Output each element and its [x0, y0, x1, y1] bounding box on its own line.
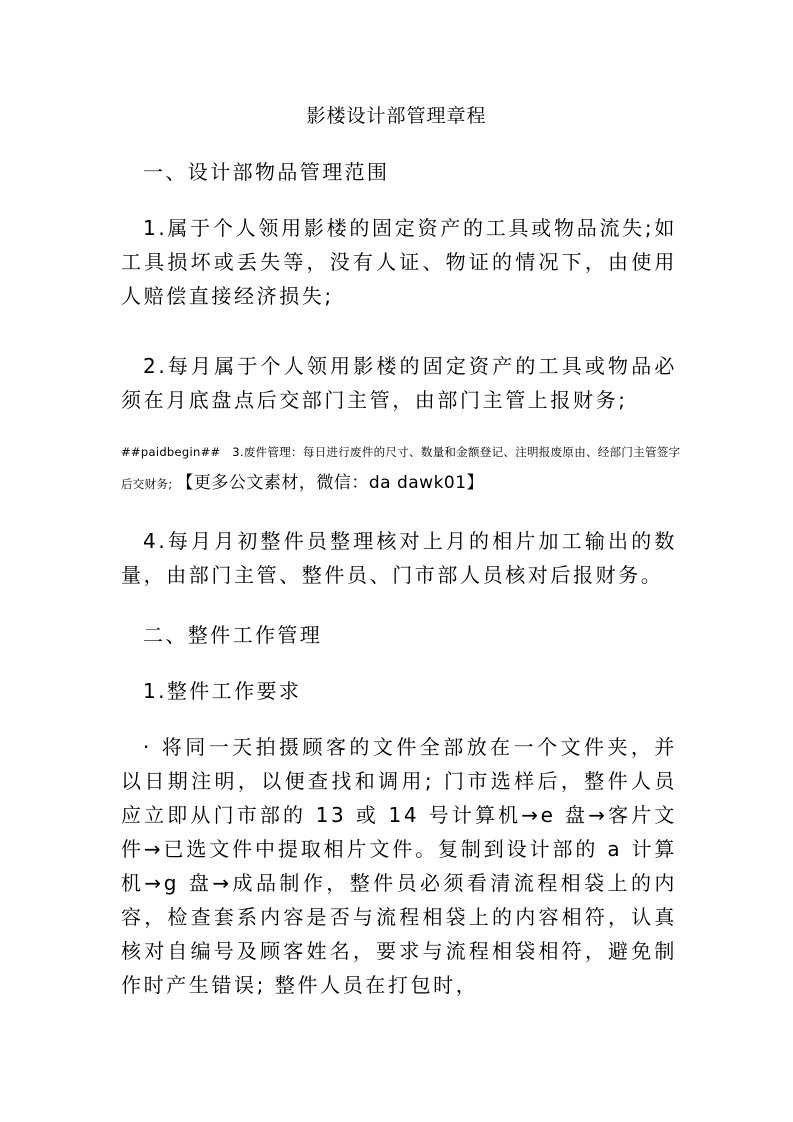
document-title: 影楼设计部管理章程	[306, 105, 487, 127]
item-2-paragraph: 2.每月属于个人领用影楼的固定资产的工具或物品必须在月底盘点后交部门主管，由部门主管上报财务;	[121, 354, 677, 412]
section-heading-1: 一、设计部物品管理范围	[143, 160, 390, 184]
subheading-1: 1.整件工作要求	[143, 679, 302, 703]
section-heading-2: 二、整件工作管理	[143, 623, 323, 647]
item-4-paragraph: 4.每月月初整件员整理核对上月的相片加工输出的数量，由部门主管、整件员、门市部人员核对后报财务。	[121, 529, 677, 587]
body-paragraph-1: · 将同一天拍摄顾客的文件全部放在一个文件夹，并以日期注明，以便查找和调用; 门市选样后，整件人员应立即从门市部的 13 或 14 号计算机→e 盘→客片文件→已选文件中提取相片文件。复制到设计部的 a 计算机→g 盘→成品制作，整件员必须看清流程相袋上的内容，检查套系内容是否与流程相袋上的内容相符，认真核对自编号及顾客姓名，要求与流程相袋相符，避免制作时产生错误; 整件人员在打包时，	[121, 735, 677, 997]
item-1-paragraph: 1.属于个人领用影楼的固定资产的工具或物品流失;如工具损坏或丢失等，没有人证、物证的情况下，由使用人赔偿直接经济损失;	[121, 216, 677, 308]
item-3-paragraph	[121, 437, 681, 500]
promo-text: 【更多公文素材，微信：da dawk01】	[176, 473, 485, 493]
item-3-text: ##paidbegin## 3.废件管理：每日进行废件的尺寸、数量和金额登记、注明报废原由、经部门主管签字后交财务;	[121, 445, 681, 491]
